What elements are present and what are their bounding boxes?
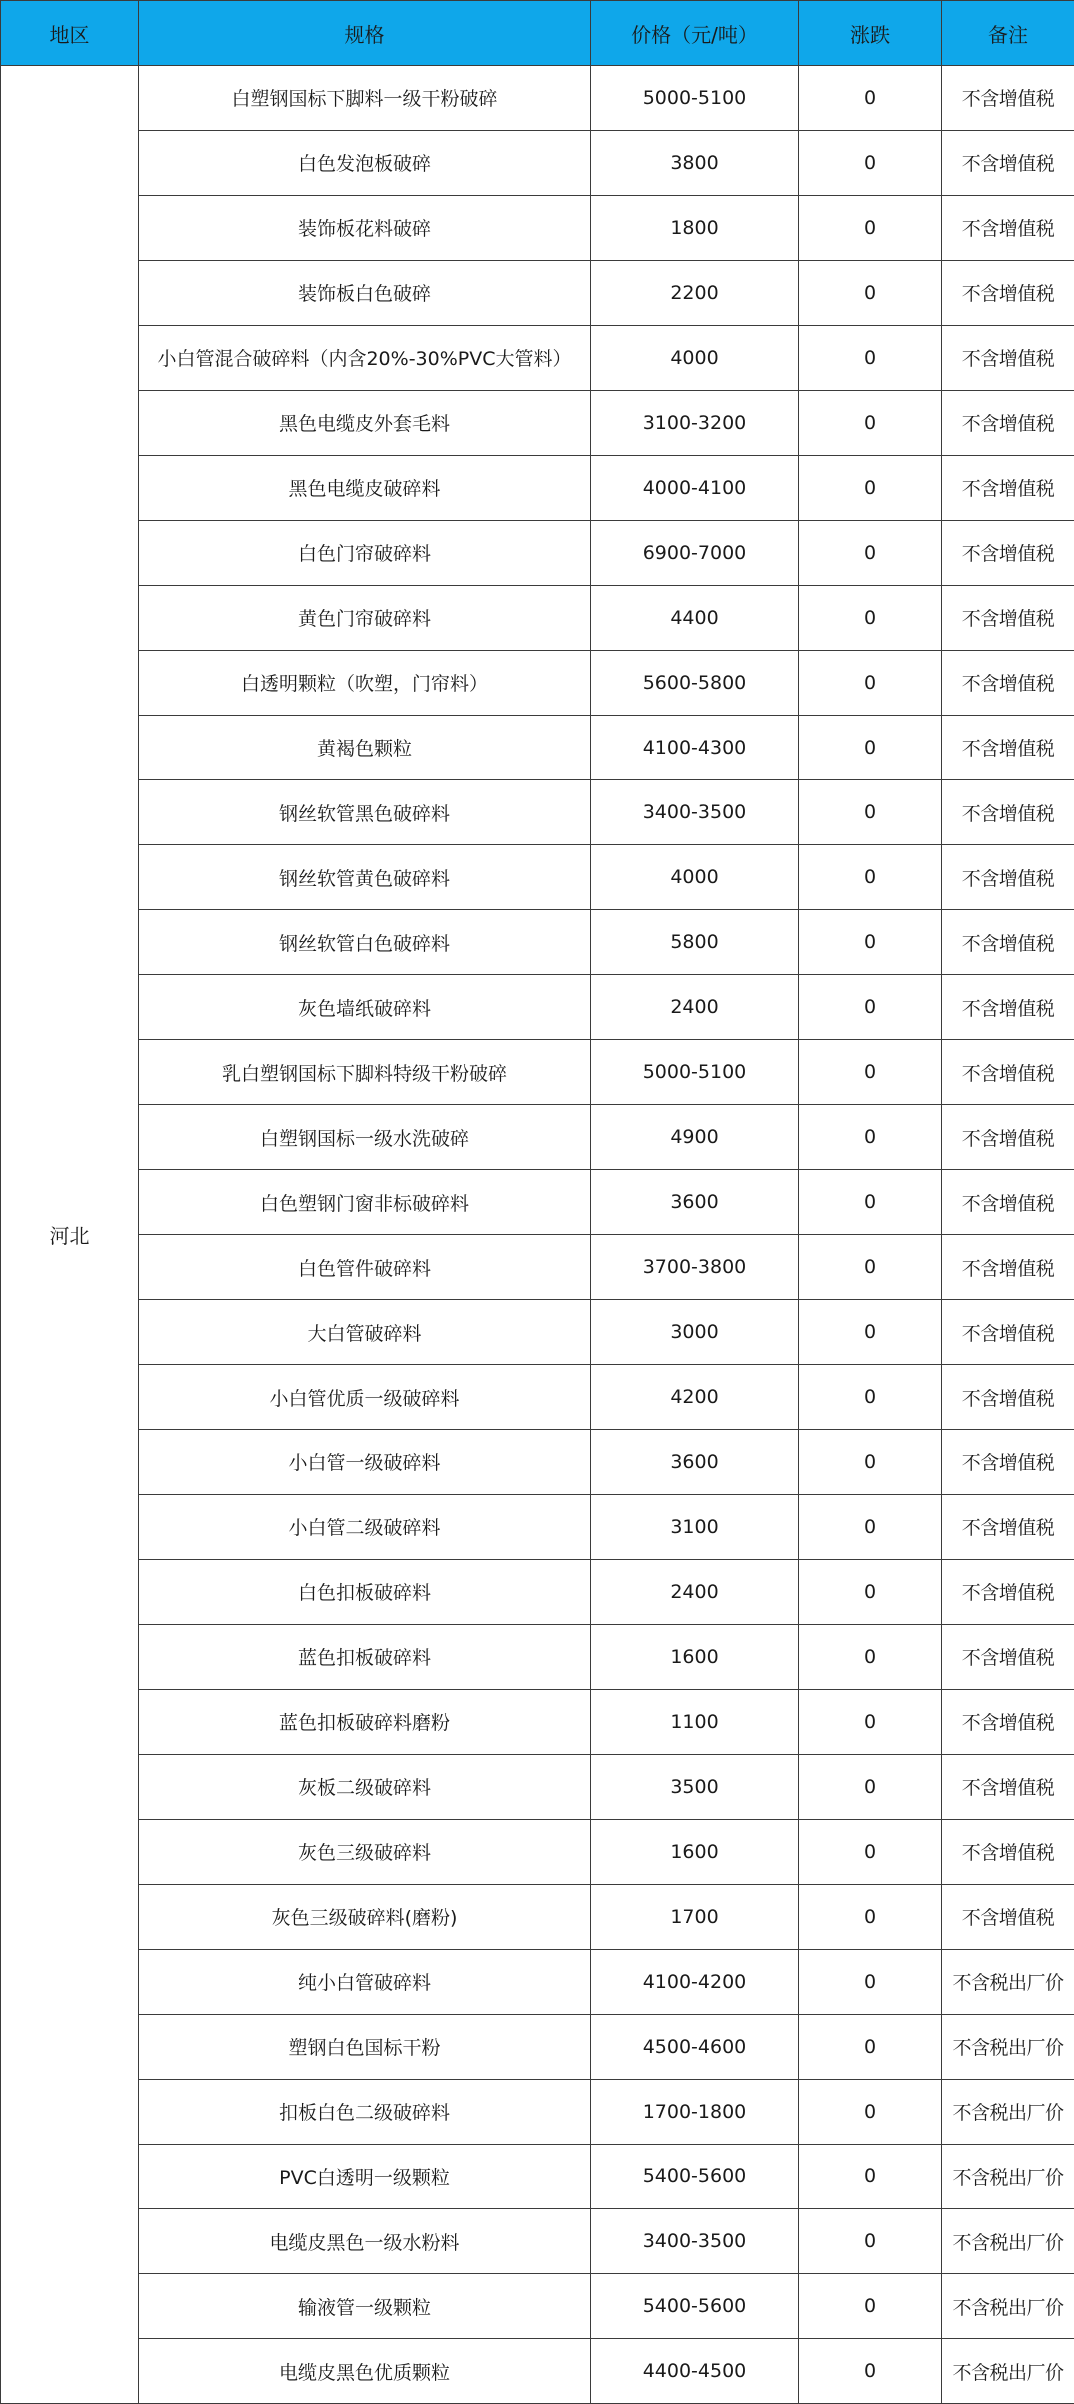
spec-cell: 灰色三级破碎料(磨粉) (139, 1884, 591, 1949)
table-row (1, 1494, 1074, 1559)
note-cell: 不含增值税 (942, 1170, 1074, 1235)
note-cell: 不含增值税 (942, 1884, 1074, 1949)
note-cell: 不含增值税 (942, 1494, 1074, 1559)
change-cell: 0 (799, 2144, 942, 2209)
spec-cell: 白透明颗粒（吹塑，门帘料） (139, 650, 591, 715)
header-row (1, 1, 1074, 66)
table-row (1, 1430, 1074, 1495)
change-cell: 0 (799, 66, 942, 131)
spec-cell: 小白管一级破碎料 (139, 1430, 591, 1495)
price-cell: 5600-5800 (591, 650, 799, 715)
note-cell: 不含增值税 (942, 780, 1074, 845)
price-cell: 1700-1800 (591, 2079, 799, 2144)
price-cell: 1700 (591, 1884, 799, 1949)
table-row (1, 1689, 1074, 1754)
price-cell: 5400-5600 (591, 2274, 799, 2339)
spec-cell: 白色管件破碎料 (139, 1235, 591, 1300)
region-cell: 河北 (1, 66, 139, 2404)
change-cell: 0 (799, 845, 942, 910)
table-row (1, 845, 1074, 910)
note-cell: 不含增值税 (942, 195, 1074, 260)
header-spec: 规格 (139, 1, 591, 66)
note-cell: 不含增值税 (942, 455, 1074, 520)
change-cell: 0 (799, 1559, 942, 1624)
price-cell: 3700-3800 (591, 1235, 799, 1300)
table-row (1, 455, 1074, 520)
note-cell: 不含税出厂价 (942, 2014, 1074, 2079)
spec-cell: 白色扣板破碎料 (139, 1559, 591, 1624)
spec-cell: 输液管一级颗粒 (139, 2274, 591, 2339)
price-cell: 3500 (591, 1754, 799, 1819)
price-cell: 3400-3500 (591, 780, 799, 845)
change-cell: 0 (799, 520, 942, 585)
spec-cell: 白塑钢国标一级水洗破碎 (139, 1105, 591, 1170)
price-cell: 3400-3500 (591, 2209, 799, 2274)
spec-cell: 黄色门帘破碎料 (139, 585, 591, 650)
change-cell: 0 (799, 650, 942, 715)
table-row (1, 975, 1074, 1040)
note-cell: 不含增值税 (942, 715, 1074, 780)
price-cell: 2200 (591, 260, 799, 325)
change-cell: 0 (799, 2079, 942, 2144)
header-note: 备注 (942, 1, 1074, 66)
change-cell: 0 (799, 390, 942, 455)
table-row (1, 520, 1074, 585)
change-cell: 0 (799, 1430, 942, 1495)
spec-cell: 白色塑钢门窗非标破碎料 (139, 1170, 591, 1235)
table-row (1, 1559, 1074, 1624)
table-row (1, 2339, 1074, 2404)
table-row (1, 1624, 1074, 1689)
price-cell: 3800 (591, 130, 799, 195)
note-cell: 不含增值税 (942, 650, 1074, 715)
table-row (1, 1365, 1074, 1430)
table-row (1, 715, 1074, 780)
price-cell: 1800 (591, 195, 799, 260)
change-cell: 0 (799, 2014, 942, 2079)
price-cell: 5000-5100 (591, 66, 799, 131)
spec-cell: 灰板二级破碎料 (139, 1754, 591, 1819)
note-cell: 不含增值税 (942, 1040, 1074, 1105)
note-cell: 不含增值税 (942, 260, 1074, 325)
table-row (1, 1040, 1074, 1105)
spec-cell: 装饰板白色破碎 (139, 260, 591, 325)
note-cell: 不含税出厂价 (942, 2144, 1074, 2209)
price-cell: 4100-4200 (591, 1949, 799, 2014)
change-cell: 0 (799, 585, 942, 650)
note-cell: 不含增值税 (942, 1430, 1074, 1495)
price-cell: 2400 (591, 1559, 799, 1624)
table-row (1, 910, 1074, 975)
change-cell: 0 (799, 780, 942, 845)
change-cell: 0 (799, 455, 942, 520)
note-cell: 不含增值税 (942, 66, 1074, 131)
change-cell: 0 (799, 325, 942, 390)
table-row (1, 1884, 1074, 1949)
spec-cell: 乳白塑钢国标下脚料特级干粉破碎 (139, 1040, 591, 1105)
note-cell: 不含税出厂价 (942, 2079, 1074, 2144)
note-cell: 不含增值税 (942, 130, 1074, 195)
table-row (1, 2209, 1074, 2274)
table-row (1, 2079, 1074, 2144)
header-change: 涨跌 (799, 1, 942, 66)
note-cell: 不含税出厂价 (942, 1949, 1074, 2014)
note-cell: 不含增值税 (942, 1105, 1074, 1170)
table-row (1, 1754, 1074, 1819)
table-row (1, 1235, 1074, 1300)
note-cell: 不含增值税 (942, 1754, 1074, 1819)
table-row (1, 1105, 1074, 1170)
change-cell: 0 (799, 1689, 942, 1754)
table-row (1, 66, 1074, 131)
spec-cell: 钢丝软管黄色破碎料 (139, 845, 591, 910)
header-region: 地区 (1, 1, 139, 66)
price-cell: 2400 (591, 975, 799, 1040)
price-cell: 4000 (591, 845, 799, 910)
table-row (1, 780, 1074, 845)
note-cell: 不含增值税 (942, 1235, 1074, 1300)
table-row (1, 1819, 1074, 1884)
note-cell: 不含增值税 (942, 975, 1074, 1040)
table-row (1, 1300, 1074, 1365)
price-cell: 4400 (591, 585, 799, 650)
spec-cell: 黑色电缆皮外套毛料 (139, 390, 591, 455)
note-cell: 不含增值税 (942, 390, 1074, 455)
change-cell: 0 (799, 1819, 942, 1884)
spec-cell: 装饰板花料破碎 (139, 195, 591, 260)
spec-cell: 蓝色扣板破碎料 (139, 1624, 591, 1689)
table-row (1, 2014, 1074, 2079)
change-cell: 0 (799, 715, 942, 780)
change-cell: 0 (799, 1884, 942, 1949)
table-header (1, 1, 1074, 66)
table-row (1, 325, 1074, 390)
change-cell: 0 (799, 975, 942, 1040)
change-cell: 0 (799, 2339, 942, 2404)
change-cell: 0 (799, 910, 942, 975)
change-cell: 0 (799, 130, 942, 195)
spec-cell: 扣板白色二级破碎料 (139, 2079, 591, 2144)
price-cell: 4000-4100 (591, 455, 799, 520)
price-cell: 1100 (591, 1689, 799, 1754)
change-cell: 0 (799, 195, 942, 260)
price-cell: 4100-4300 (591, 715, 799, 780)
change-cell: 0 (799, 1170, 942, 1235)
note-cell: 不含增值税 (942, 1689, 1074, 1754)
note-cell: 不含增值税 (942, 520, 1074, 585)
change-cell: 0 (799, 260, 942, 325)
change-cell: 0 (799, 1754, 942, 1819)
note-cell: 不含增值税 (942, 1365, 1074, 1430)
change-cell: 0 (799, 1235, 942, 1300)
note-cell: 不含增值税 (942, 1559, 1074, 1624)
price-cell: 1600 (591, 1624, 799, 1689)
spec-cell: 大白管破碎料 (139, 1300, 591, 1365)
price-cell: 3600 (591, 1170, 799, 1235)
spec-cell: 白塑钢国标下脚料一级干粉破碎 (139, 66, 591, 131)
note-cell: 不含增值税 (942, 1300, 1074, 1365)
price-cell: 4200 (591, 1365, 799, 1430)
price-cell: 5000-5100 (591, 1040, 799, 1105)
spec-cell: 小白管二级破碎料 (139, 1494, 591, 1559)
change-cell: 0 (799, 1300, 942, 1365)
spec-cell: 灰色墙纸破碎料 (139, 975, 591, 1040)
table-row (1, 2274, 1074, 2339)
spec-cell: 钢丝软管白色破碎料 (139, 910, 591, 975)
spec-cell: 灰色三级破碎料 (139, 1819, 591, 1884)
note-cell: 不含增值税 (942, 1819, 1074, 1884)
change-cell: 0 (799, 1105, 942, 1170)
price-cell: 3000 (591, 1300, 799, 1365)
change-cell: 0 (799, 1040, 942, 1105)
spec-cell: 小白管优质一级破碎料 (139, 1365, 591, 1430)
spec-cell: 蓝色扣板破碎料磨粉 (139, 1689, 591, 1754)
table-row (1, 195, 1074, 260)
change-cell: 0 (799, 2274, 942, 2339)
price-cell: 5400-5600 (591, 2144, 799, 2209)
table-row (1, 390, 1074, 455)
change-cell: 0 (799, 1494, 942, 1559)
table-row (1, 585, 1074, 650)
spec-cell: 白色发泡板破碎 (139, 130, 591, 195)
spec-cell: 纯小白管破碎料 (139, 1949, 591, 2014)
table-row (1, 650, 1074, 715)
table-body (1, 66, 1074, 2404)
spec-cell: 电缆皮黑色优质颗粒 (139, 2339, 591, 2404)
note-cell: 不含增值税 (942, 325, 1074, 390)
note-cell: 不含税出厂价 (942, 2339, 1074, 2404)
spec-cell: 白色门帘破碎料 (139, 520, 591, 585)
spec-cell: 黑色电缆皮破碎料 (139, 455, 591, 520)
price-cell: 3100-3200 (591, 390, 799, 455)
change-cell: 0 (799, 1365, 942, 1430)
price-cell: 4000 (591, 325, 799, 390)
spec-cell: 电缆皮黑色一级水粉料 (139, 2209, 591, 2274)
spec-cell: 小白管混合破碎料（内含20%-30%PVC大管料） (139, 325, 591, 390)
note-cell: 不含增值税 (942, 845, 1074, 910)
note-cell: 不含增值税 (942, 910, 1074, 975)
table-row (1, 260, 1074, 325)
spec-cell: PVC白透明一级颗粒 (139, 2144, 591, 2209)
table-row (1, 130, 1074, 195)
spec-cell: 塑钢白色国标干粉 (139, 2014, 591, 2079)
price-cell: 5800 (591, 910, 799, 975)
price-cell: 1600 (591, 1819, 799, 1884)
price-cell: 3600 (591, 1430, 799, 1495)
price-cell: 4500-4600 (591, 2014, 799, 2079)
change-cell: 0 (799, 1949, 942, 2014)
note-cell: 不含增值税 (942, 1624, 1074, 1689)
spec-cell: 黄褐色颗粒 (139, 715, 591, 780)
change-cell: 0 (799, 1624, 942, 1689)
table-row (1, 1949, 1074, 2014)
price-cell: 4900 (591, 1105, 799, 1170)
price-cell: 4400-4500 (591, 2339, 799, 2404)
spec-cell: 钢丝软管黑色破碎料 (139, 780, 591, 845)
note-cell: 不含税出厂价 (942, 2209, 1074, 2274)
price-cell: 6900-7000 (591, 520, 799, 585)
change-cell: 0 (799, 2209, 942, 2274)
note-cell: 不含增值税 (942, 585, 1074, 650)
table-row (1, 2144, 1074, 2209)
note-cell: 不含税出厂价 (942, 2274, 1074, 2339)
header-price: 价格（元/吨） (591, 1, 799, 66)
table-row (1, 1170, 1074, 1235)
price-cell: 3100 (591, 1494, 799, 1559)
